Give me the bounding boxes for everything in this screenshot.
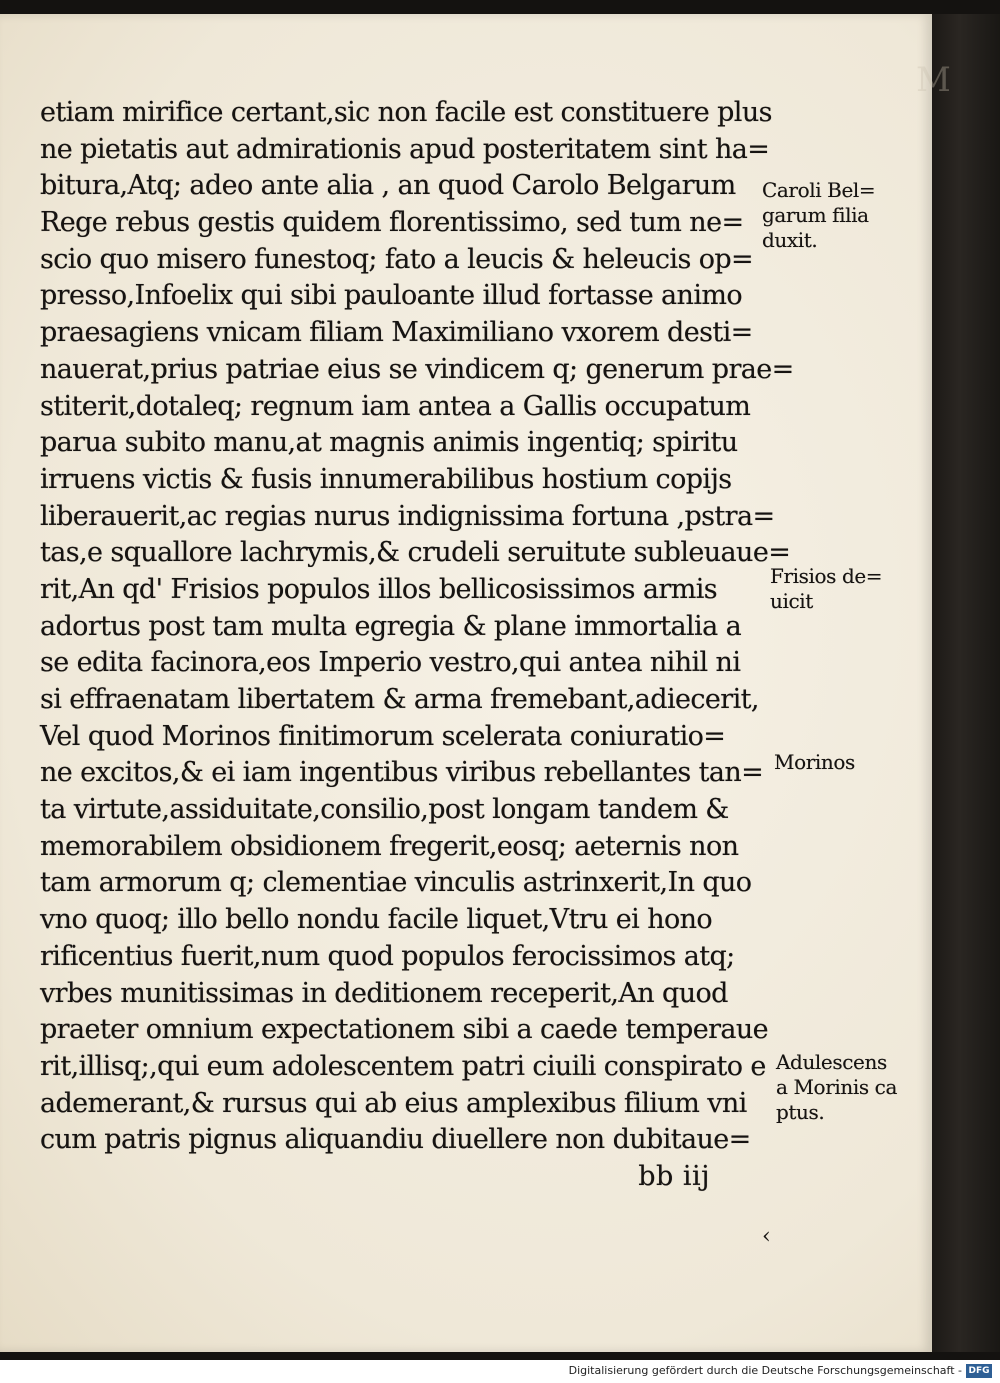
marginal-note-morinos bbox=[774, 750, 855, 775]
text-line: rificentius fuerit,num quod populos ferocissimos atq; bbox=[40, 940, 735, 972]
marginal-note-caroli bbox=[762, 178, 875, 253]
text-line: ademerant,& rursus qui ab eius amplexibus filium vni bbox=[40, 1087, 747, 1119]
text-line: ne pietatis aut admirationis apud posteritatem sint ha= bbox=[40, 133, 770, 165]
note-line: uicit bbox=[770, 589, 813, 613]
text-line: vno quoq; illo bello nondu facile liquet,Vtru ei hono bbox=[40, 904, 713, 936]
text-line: ta virtute,assiduitate,consilio,post longam tandem & bbox=[40, 794, 729, 826]
text-line: rit,illisq;,qui eum adolescentem patri ciuili conspirato e bbox=[40, 1050, 766, 1082]
marginal-note-adulescens bbox=[776, 1050, 897, 1125]
note-line: garum filia bbox=[762, 203, 869, 227]
text-line: parua subito manu,at magnis animis ingentiq; spiritu bbox=[40, 427, 738, 459]
text-line: praeter omnium expectationem sibi a caede temperaue bbox=[40, 1014, 769, 1046]
text-line: scio quo misero funestoq; fato a leucis & heleucis op= bbox=[40, 243, 754, 275]
funding-credit: Digitalisierung gefördert durch die Deutsche Forschungsgemeinschaft - bbox=[568, 1364, 962, 1377]
note-line: Caroli Bel= bbox=[762, 178, 876, 202]
note-line: ptus. bbox=[776, 1100, 825, 1124]
marginal-note-frisios bbox=[770, 564, 882, 614]
page-edge bbox=[932, 14, 1000, 1352]
text-line: stiterit,dotaleq; regnum iam antea a Gallis occupatum bbox=[40, 390, 751, 422]
bleed-through-mark: M bbox=[916, 60, 951, 100]
text-line: nauerat,prius patriae eius se vindicem q; generum prae= bbox=[40, 353, 794, 385]
note-line: Frisios de= bbox=[770, 564, 883, 588]
footer bbox=[0, 1360, 1000, 1383]
text-line: cum patris pignus aliquandiu diuellere non dubitaue= bbox=[40, 1124, 751, 1156]
text-line: si effraenatam libertatem & arma fremebant,adiecerit, bbox=[40, 684, 759, 715]
note-line: Morinos bbox=[774, 750, 855, 774]
text-line: rit,An qd' Frisios populos illos bellicosissimos armis bbox=[40, 573, 717, 605]
text-line: tam armorum q; clementiae vinculis astrinxerit,In quo bbox=[40, 867, 752, 899]
text-line: vrbes munitissimas in deditionem receperit,An quod bbox=[40, 977, 728, 1009]
text-line: adortus post tam multa egregia & plane immortalia a bbox=[40, 610, 742, 642]
text-line: ne excitos,& ei iam ingentibus viribus rebellantes tan= bbox=[40, 757, 764, 789]
text-line: se edita facinora,eos Imperio vestro,qui antea nihil ni bbox=[40, 647, 741, 679]
note-line: a Morinis ca bbox=[776, 1075, 897, 1099]
text-line: memorabilem obsidionem fregerit,eosq; aeternis non bbox=[40, 830, 739, 862]
signature-mark: bb iij bbox=[638, 1160, 710, 1192]
text-line: praesagiens vnicam filiam Maximiliano vxorem desti= bbox=[40, 317, 753, 349]
page-mark: ‹ bbox=[762, 1224, 771, 1249]
text-line: liberauerit,ac regias nurus indignissima fortuna ,pstra= bbox=[40, 500, 775, 532]
text-line: tas,e squallore lachrymis,& crudeli seruitute subleuaue= bbox=[40, 537, 791, 569]
text-line: Vel quod Morinos finitimorum scelerata coniuratio= bbox=[40, 720, 726, 752]
note-line: duxit. bbox=[762, 228, 818, 252]
text-line: bitura,Atq; adeo ante alia , an quod Carolo Belgarum bbox=[40, 170, 736, 202]
note-line: Adulescens bbox=[776, 1050, 887, 1074]
text-line: presso,Infoelix qui sibi pauloante illud fortasse animo bbox=[40, 280, 743, 312]
text-line: irruens victis & fusis innumerabilibus hostium copijs bbox=[40, 463, 732, 495]
text-line: etiam mirifice certant,sic non facile est constituere plus bbox=[40, 97, 772, 128]
text-line: Rege rebus gestis quidem florentissimo, sed tum ne= bbox=[40, 207, 744, 239]
dfg-logo: DFG bbox=[966, 1364, 992, 1378]
